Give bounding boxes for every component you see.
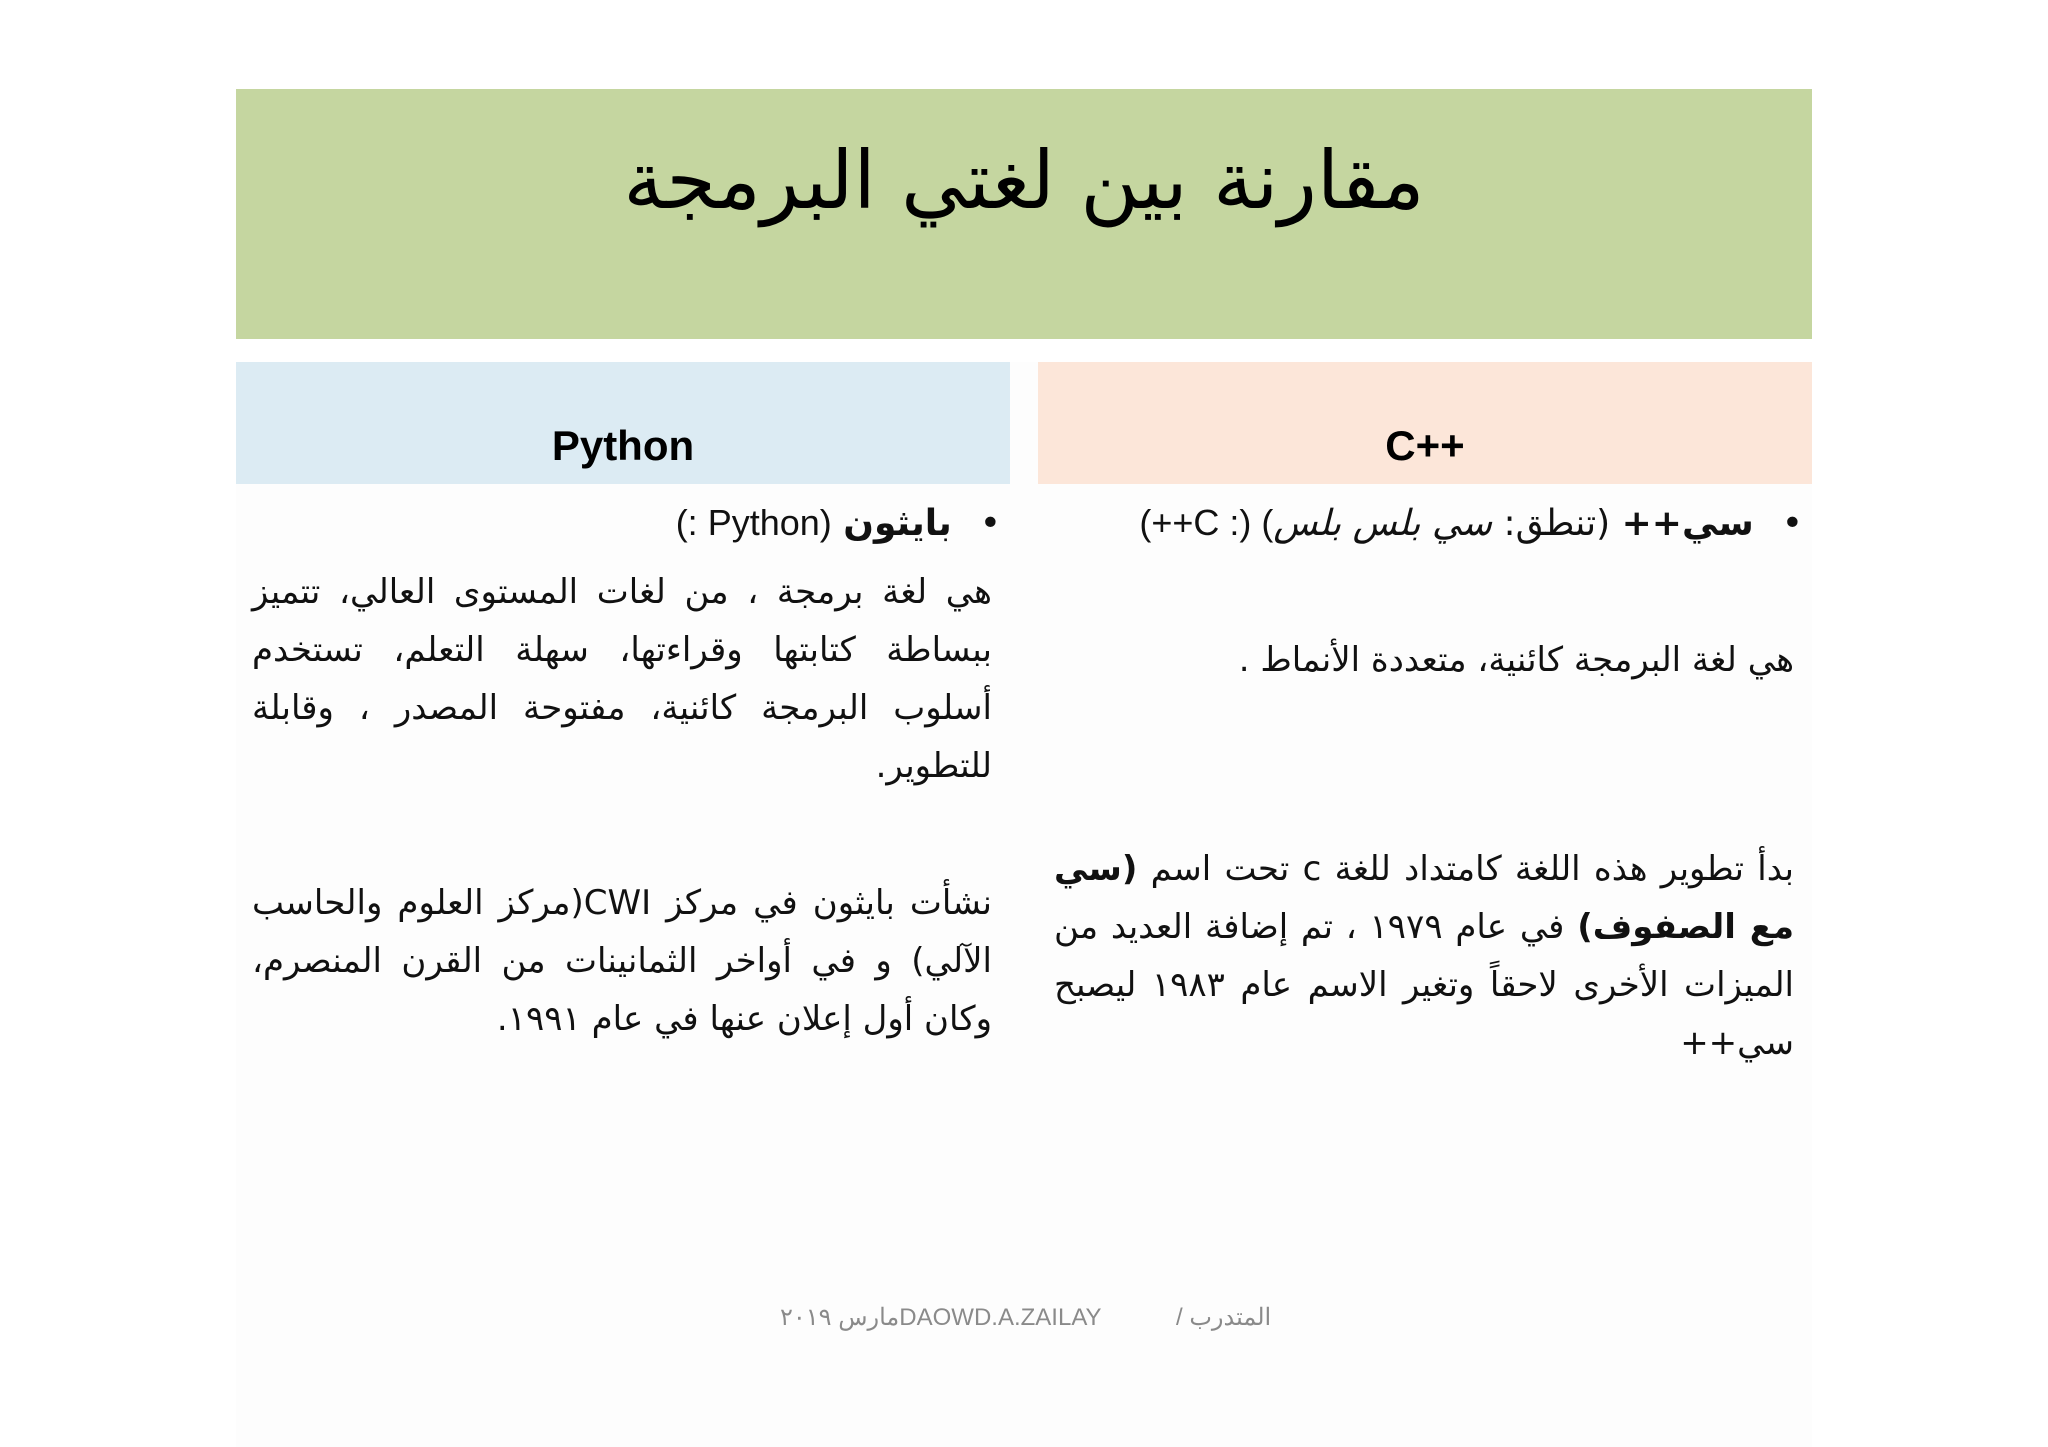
cpp-column-header: C++	[1038, 362, 1812, 484]
python-bullet	[676, 498, 1001, 549]
cpp-bullet-paren-open: (تنطق:	[1492, 503, 1611, 544]
cpp-bullet-pronunciation: سي بلس بلس	[1273, 503, 1493, 544]
title-banner	[236, 89, 1812, 339]
slide-title: مقارنة بين لغتي البرمجة	[623, 134, 1425, 227]
python-description: هي لغة برمجة ، من لغات المستوى العالي، تتميز ببساطة كتابتها وقراءتها، سهلة التعلم، تستخدم أسلوب البرمجة كائنية، مفتوحة المصدر ، وقابلة للتطوير.	[252, 572, 992, 786]
python-history: نشأت بايثون في مركز CWI(مركز العلوم والحاسب الآلي) و في أواخر الثمانينات من القرن المنصرم، وكان أول إعلان عنها في عام ١٩٩١.	[252, 883, 992, 1039]
python-column-header: Python	[236, 362, 1010, 484]
cpp-bullet-name: سي++	[1621, 503, 1754, 544]
cpp-history-part1: بدأ تطوير هذه اللغة كامتداد للغة c تحت اسم	[1137, 849, 1795, 889]
cpp-description: هي لغة البرمجة كائنية، متعددة الأنماط .	[1238, 640, 1794, 680]
slide-footer	[0, 1303, 2048, 1343]
cpp-history-bold: (سي مع الصفوف)	[1054, 849, 1795, 947]
footer-name-date: DAOWD.A.ZAILAYمارس ٢٠١٩	[780, 1304, 1102, 1331]
cpp-history	[1054, 840, 1794, 1072]
python-bullet-name: بايثون	[843, 503, 952, 544]
python-bullet-latin: (Python :)	[675, 502, 832, 543]
bullet-icon: •	[1781, 503, 1803, 544]
bullet-icon: •	[979, 503, 1001, 544]
cpp-bullet-paren-close: ) (: C++)	[1139, 502, 1274, 543]
footer-trainer-label: المتدرب /	[1176, 1304, 1272, 1331]
cpp-history-part2: في عام ١٩٧٩ ، تم إضافة العديد من الميزات الأخرى لاحقاً وتغير الاسم عام ١٩٨٣ ليصبح سي++	[1054, 907, 1794, 1063]
cpp-bullet	[1139, 498, 1803, 549]
